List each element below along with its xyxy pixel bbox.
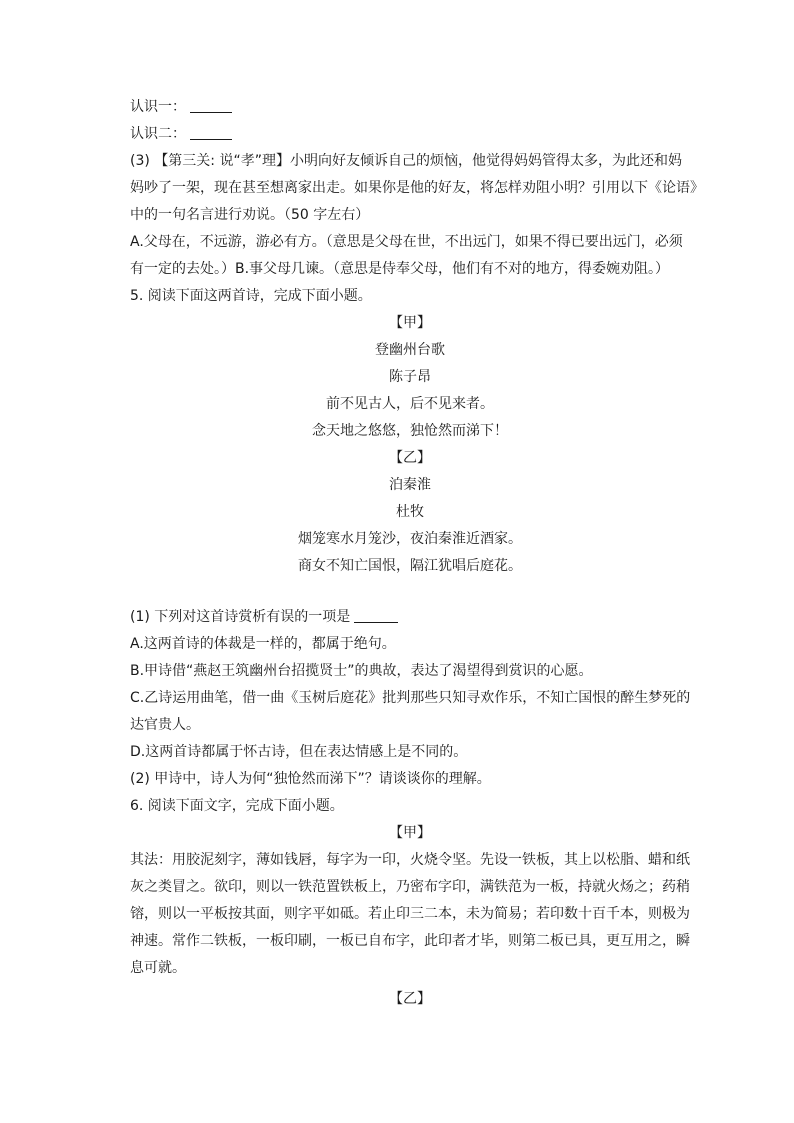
section-marker: 【甲】 <box>389 315 431 331</box>
answer-blank[interactable] <box>190 98 232 113</box>
text-line: (2) 甲诗中，诗人为何“独怆然而涕下”？请谈谈你的理解。 <box>130 771 491 787</box>
answer-blank[interactable] <box>190 125 232 140</box>
text-line: 有一定的去处。）B.事父母几谏。（意思是侍奉父母，他们有不对的地方，得委婉劝阻。） <box>130 261 670 277</box>
passage-line: 灰之类冒之。欲印，则以一铁范置铁板上，乃密布字印，满铁范为一板，持就火炀之；药稍 <box>130 879 690 895</box>
text-line: (3) 【第三关: 说“孝”理】小明向好友倾诉自己的烦恼，他觉得妈妈管得太多，为此还和妈 <box>130 153 682 169</box>
option-line: A.这两首诗的体裁是一样的，都属于绝句。 <box>130 636 396 652</box>
text-line: 认识二： <box>130 121 690 148</box>
document-body <box>130 94 704 1013</box>
text-line: 妈吵了一架，现在甚至想离家出走。如果你是他的好友，将怎样劝阻小明？引用以下《论语》 <box>130 180 704 196</box>
option-line: D.这两首诗都属于怀古诗，但在表达情感上是不同的。 <box>130 744 468 760</box>
passage-line: 其法：用胶泥刻字，薄如钱唇，每字为一印，火烧令坚。先设一铁板，其上以松脂、蜡和纸 <box>130 852 690 868</box>
poem-title: 泊秦淮 <box>389 477 431 493</box>
poem-line: 烟笼寒水月笼沙，夜泊秦淮近酒家。 <box>298 531 522 547</box>
section-marker: 【乙】 <box>389 991 431 1007</box>
poem-title: 登幽州台歌 <box>375 342 445 358</box>
option-line: 达官贵人。 <box>130 717 200 733</box>
option-line: C.乙诗运用曲笔，借一曲《玉树后庭花》批判那些只知寻欢作乐，不知亡国恨的醉生梦死的 <box>130 690 691 706</box>
text-line: 认识一： <box>130 94 690 121</box>
text-line: 中的一句名言进行劝说。（50 字左右） <box>130 207 370 223</box>
answer-blank[interactable] <box>354 608 398 623</box>
section-marker: 【甲】 <box>389 825 431 841</box>
option-line: B.甲诗借“燕赵王筑幽州台招揽贤士”的典故，表达了渴望得到赏识的心愿。 <box>130 663 593 679</box>
text-line: A.父母在，不远游，游必有方。（意思是父母在世，不出远门，如果不得已要出远门，必须 <box>130 234 683 250</box>
passage-line: 神速。常作二铁板，一板印刷，一板已自布字，此印者才毕，则第二板已具，更互用之，瞬 <box>130 933 690 949</box>
passage-line: 镕，则以一平板按其面，则字平如砥。若止印三二本，未为简易；若印数十百千本，则极为 <box>130 906 690 922</box>
section-marker: 【乙】 <box>389 450 431 466</box>
text-line: (1) 下列对这首诗赏析有误的一项是 <box>130 604 690 631</box>
poem-author: 杜牧 <box>396 504 424 520</box>
passage-line: 息可就。 <box>130 960 186 976</box>
poem-line: 前不见古人，后不见来者。 <box>326 396 494 412</box>
poem-author: 陈子昂 <box>389 369 431 385</box>
question-heading: 6. 阅读下面文字，完成下面小题。 <box>130 798 344 814</box>
blank-spacer <box>130 580 690 604</box>
poem-line: 商女不知亡国恨，隔江犹唱后庭花。 <box>298 558 522 574</box>
poem-line: 念天地之悠悠，独怆然而涕下！ <box>312 423 508 439</box>
question-heading: 5. 阅读下面这两首诗，完成下面小题。 <box>130 288 372 304</box>
